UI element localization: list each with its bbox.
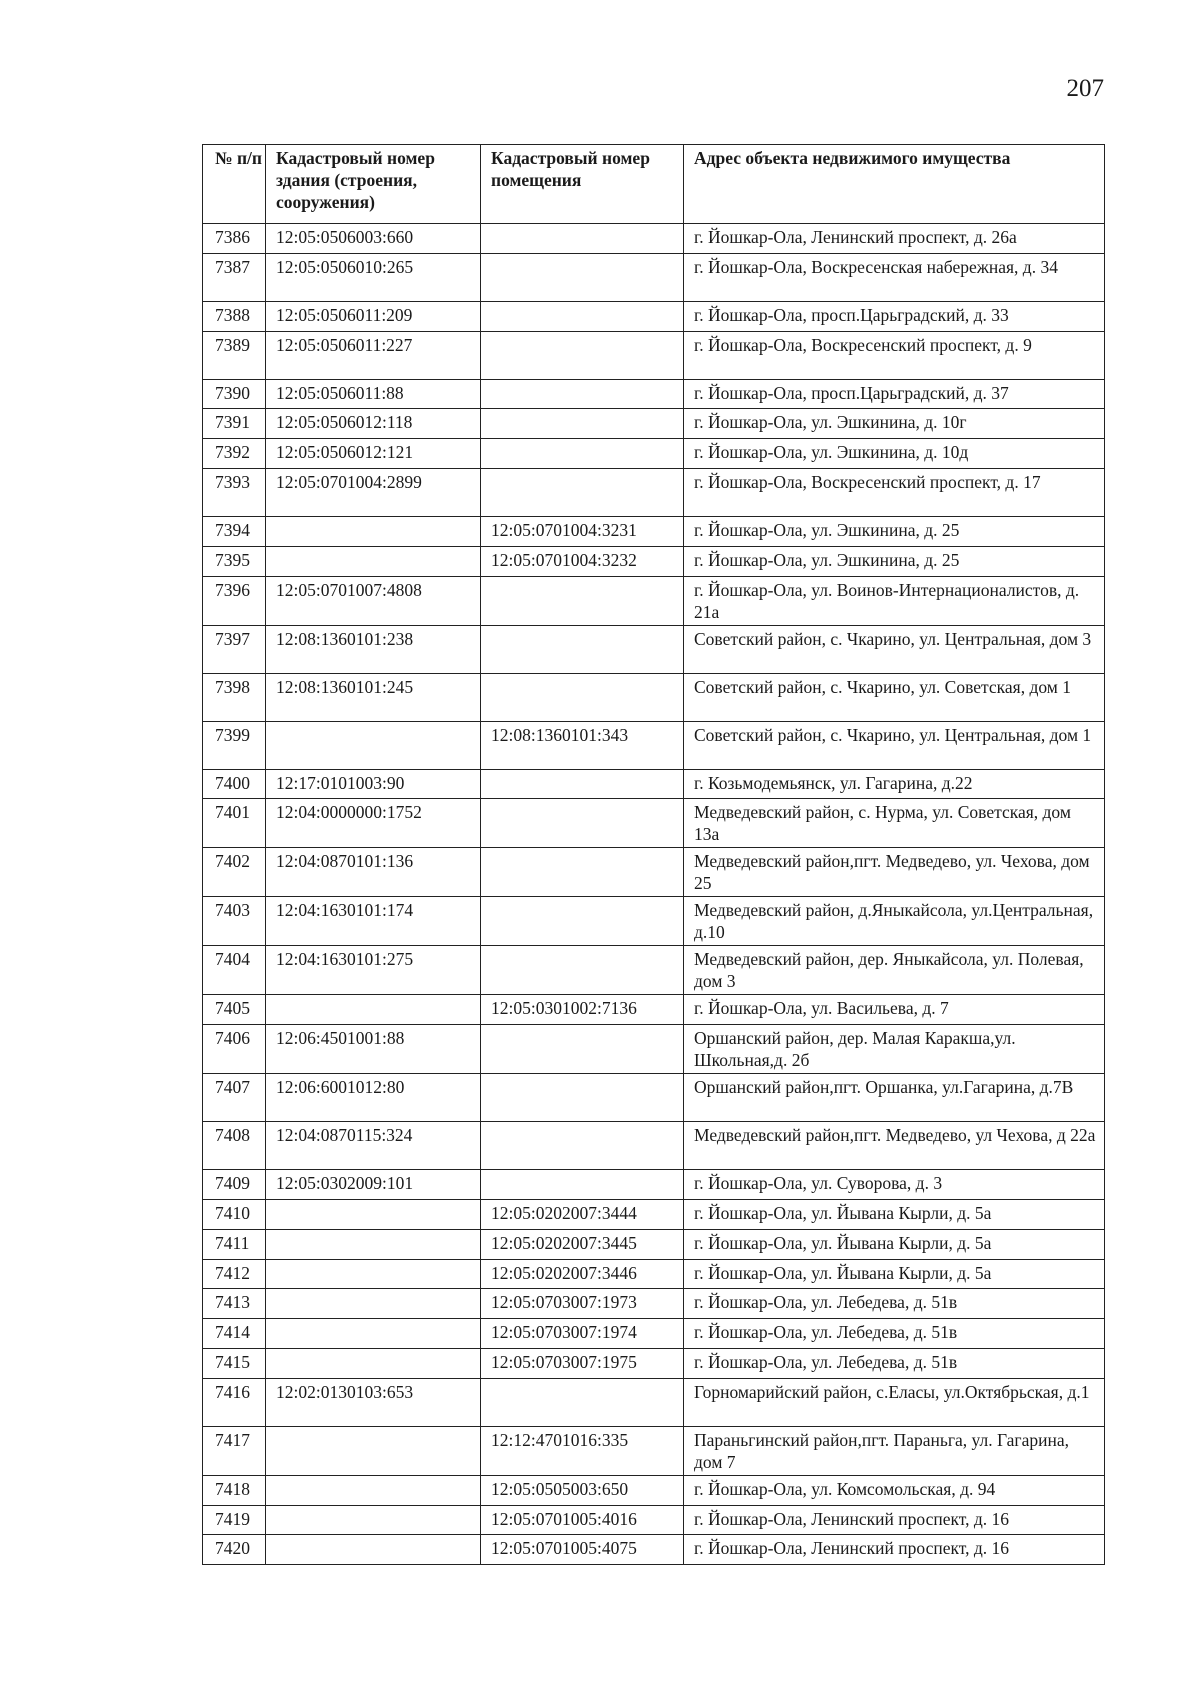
header-address: Адрес объекта недвижимого имущества [684,145,1105,224]
cell-address: г. Йошкар-Ола, ул. Васильева, д. 7 [684,995,1105,1025]
cell-address: г. Йошкар-Ола, Ленинский проспект, д. 26а [684,224,1105,254]
cell-building-cadastral-number [266,1229,481,1259]
cell-row-number: 7411 [203,1229,266,1259]
cell-row-number: 7403 [203,897,266,946]
cell-building-cadastral-number: 12:04:1630101:275 [266,946,481,995]
cell-address: Советский район, с. Чкарино, ул. Центральная, дом 1 [684,721,1105,769]
cell-row-number: 7390 [203,379,266,409]
cell-row-number: 7418 [203,1475,266,1505]
cell-building-cadastral-number [266,516,481,546]
cell-address: Медведевский район,пгт. Медведево, ул Чехова, д 22а [684,1122,1105,1170]
table-body [203,224,1105,1565]
cell-room-cadastral-number [481,1170,684,1200]
header-row-number: № п/п [203,145,266,224]
table-row [203,1229,1105,1259]
table-header-row [203,145,1105,224]
cell-row-number: 7412 [203,1259,266,1289]
cell-building-cadastral-number: 12:05:0701004:2899 [266,468,481,516]
cell-row-number: 7414 [203,1319,266,1349]
cell-address: Медведевский район, с. Нурма, ул. Советская, дом 13а [684,799,1105,848]
page-number: 207 [1066,75,1104,102]
cell-address: Параньгинский район,пгт. Параньга, ул. Гагарина, дом 7 [684,1426,1105,1475]
table-row [203,1319,1105,1349]
cell-address: г. Йошкар-Ола, Воскресенская набережная, д. 34 [684,253,1105,301]
cell-room-cadastral-number: 12:05:0301002:7136 [481,995,684,1025]
cell-address: Советский район, с. Чкарино, ул. Центральная, дом 3 [684,625,1105,673]
cell-building-cadastral-number: 12:04:0000000:1752 [266,799,481,848]
header-room-cadastral-number: Кадастровый номер помещения [481,145,684,224]
cell-row-number: 7397 [203,625,266,673]
cell-row-number: 7388 [203,301,266,331]
cell-room-cadastral-number [481,848,684,897]
cell-address: г. Йошкар-Ола, ул. Йывана Кырли, д. 5а [684,1199,1105,1229]
cell-row-number: 7398 [203,673,266,721]
cell-building-cadastral-number [266,1475,481,1505]
cell-room-cadastral-number [481,1025,684,1074]
cell-building-cadastral-number: 12:05:0506010:265 [266,253,481,301]
cell-row-number: 7409 [203,1170,266,1200]
cell-row-number: 7399 [203,721,266,769]
cell-room-cadastral-number [481,1074,684,1122]
cell-room-cadastral-number [481,673,684,721]
cell-row-number: 7389 [203,331,266,379]
cell-address: Советский район, с. Чкарино, ул. Советская, дом 1 [684,673,1105,721]
cell-row-number: 7419 [203,1505,266,1535]
cell-address: г. Йошкар-Ола, ул. Лебедева, д. 51в [684,1289,1105,1319]
cell-room-cadastral-number [481,946,684,995]
cell-address: г. Йошкар-Ола, Воскресенский проспект, д. 17 [684,468,1105,516]
cell-address: г. Йошкар-Ола, ул. Эшкинина, д. 25 [684,546,1105,576]
cell-building-cadastral-number [266,546,481,576]
cell-row-number: 7393 [203,468,266,516]
cell-room-cadastral-number: 12:05:0701004:3231 [481,516,684,546]
cell-address: г. Йошкар-Ола, ул. Эшкинина, д. 10д [684,439,1105,469]
property-registry-table [202,144,1105,1565]
cell-address: г. Йошкар-Ола, просп.Царьградский, д. 33 [684,301,1105,331]
cell-building-cadastral-number: 12:06:4501001:88 [266,1025,481,1074]
table-row [203,224,1105,254]
header-building-cadastral-number: Кадастровый номер здания (строения, сооружения) [266,145,481,224]
cell-address: Оршанский район, дер. Малая Каракша,ул. Школьная,д. 2б [684,1025,1105,1074]
cell-address: Медведевский район,пгт. Медведево, ул. Чехова, дом 25 [684,848,1105,897]
cell-building-cadastral-number: 12:04:0870101:136 [266,848,481,897]
cell-building-cadastral-number: 12:08:1360101:245 [266,673,481,721]
table-row [203,995,1105,1025]
cell-room-cadastral-number [481,468,684,516]
table-row [203,1535,1105,1565]
cell-room-cadastral-number: 12:12:4701016:335 [481,1426,684,1475]
cell-row-number: 7402 [203,848,266,897]
table-row [203,1289,1105,1319]
cell-building-cadastral-number [266,1426,481,1475]
cell-building-cadastral-number [266,1199,481,1229]
cell-address: Медведевский район, дер. Яныкайсола, ул. Полевая, дом 3 [684,946,1105,995]
cell-room-cadastral-number [481,224,684,254]
cell-room-cadastral-number: 12:08:1360101:343 [481,721,684,769]
cell-address: г. Йошкар-Ола, ул. Эшкинина, д. 25 [684,516,1105,546]
cell-address: Медведевский район, д.Яныкайсола, ул.Центральная, д.10 [684,897,1105,946]
table-row [203,799,1105,848]
table-row [203,1122,1105,1170]
cell-building-cadastral-number [266,721,481,769]
cell-building-cadastral-number [266,995,481,1025]
cell-building-cadastral-number: 12:05:0701007:4808 [266,576,481,625]
table-row [203,379,1105,409]
table-row [203,1199,1105,1229]
cell-room-cadastral-number [481,897,684,946]
cell-room-cadastral-number: 12:05:0703007:1973 [481,1289,684,1319]
cell-building-cadastral-number: 12:05:0506011:88 [266,379,481,409]
cell-building-cadastral-number: 12:17:0101003:90 [266,769,481,799]
cell-building-cadastral-number: 12:05:0506003:660 [266,224,481,254]
cell-room-cadastral-number: 12:05:0202007:3445 [481,1229,684,1259]
cell-room-cadastral-number [481,439,684,469]
cell-address: г. Йошкар-Ола, Ленинский проспект, д. 16 [684,1535,1105,1565]
table-row [203,576,1105,625]
cell-room-cadastral-number [481,409,684,439]
table-row [203,439,1105,469]
cell-row-number: 7387 [203,253,266,301]
cell-address: г. Йошкар-Ола, ул. Лебедева, д. 51в [684,1348,1105,1378]
table-row [203,1259,1105,1289]
cell-building-cadastral-number: 12:08:1360101:238 [266,625,481,673]
table-row [203,897,1105,946]
table-row [203,409,1105,439]
cell-building-cadastral-number [266,1289,481,1319]
cell-row-number: 7395 [203,546,266,576]
cell-building-cadastral-number: 12:05:0506012:118 [266,409,481,439]
cell-room-cadastral-number: 12:05:0202007:3444 [481,1199,684,1229]
cell-room-cadastral-number [481,1378,684,1426]
table-row [203,1475,1105,1505]
cell-room-cadastral-number [481,253,684,301]
cell-building-cadastral-number: 12:05:0506012:121 [266,439,481,469]
cell-room-cadastral-number: 12:05:0202007:3446 [481,1259,684,1289]
table-row [203,546,1105,576]
cell-row-number: 7392 [203,439,266,469]
table-row [203,721,1105,769]
cell-row-number: 7405 [203,995,266,1025]
table-row [203,331,1105,379]
cell-address: г. Йошкар-Ола, Ленинский проспект, д. 16 [684,1505,1105,1535]
table-row [203,1348,1105,1378]
table-row [203,1378,1105,1426]
cell-address: г. Йошкар-Ола, просп.Царьградский, д. 37 [684,379,1105,409]
cell-row-number: 7408 [203,1122,266,1170]
cell-building-cadastral-number: 12:04:1630101:174 [266,897,481,946]
cell-building-cadastral-number [266,1259,481,1289]
cell-building-cadastral-number [266,1535,481,1565]
cell-address: г. Йошкар-Ола, ул. Йывана Кырли, д. 5а [684,1259,1105,1289]
table-row [203,1426,1105,1475]
cell-room-cadastral-number: 12:05:0703007:1974 [481,1319,684,1349]
cell-room-cadastral-number: 12:05:0505003:650 [481,1475,684,1505]
cell-row-number: 7416 [203,1378,266,1426]
cell-row-number: 7406 [203,1025,266,1074]
cell-row-number: 7404 [203,946,266,995]
cell-row-number: 7415 [203,1348,266,1378]
table-row [203,769,1105,799]
cell-address: г. Йошкар-Ола, ул. Эшкинина, д. 10г [684,409,1105,439]
cell-building-cadastral-number: 12:02:0130103:653 [266,1378,481,1426]
cell-room-cadastral-number [481,301,684,331]
cell-building-cadastral-number [266,1319,481,1349]
cell-room-cadastral-number [481,379,684,409]
table-row [203,848,1105,897]
cell-room-cadastral-number [481,331,684,379]
table-row [203,1025,1105,1074]
cell-row-number: 7396 [203,576,266,625]
cell-room-cadastral-number [481,799,684,848]
cell-building-cadastral-number [266,1348,481,1378]
cell-room-cadastral-number [481,576,684,625]
cell-room-cadastral-number: 12:05:0701005:4075 [481,1535,684,1565]
table-row [203,468,1105,516]
cell-room-cadastral-number [481,1122,684,1170]
cell-row-number: 7391 [203,409,266,439]
table-row [203,1170,1105,1200]
table-row [203,673,1105,721]
cell-building-cadastral-number: 12:05:0302009:101 [266,1170,481,1200]
table-row [203,516,1105,546]
cell-address: г. Йошкар-Ола, ул. Комсомольская, д. 94 [684,1475,1105,1505]
cell-address: г. Козьмодемьянск, ул. Гагарина, д.22 [684,769,1105,799]
cell-address: г. Йошкар-Ола, ул. Воинов-Интернационалистов, д. 21а [684,576,1105,625]
cell-building-cadastral-number: 12:04:0870115:324 [266,1122,481,1170]
cell-row-number: 7394 [203,516,266,546]
cell-room-cadastral-number: 12:05:0703007:1975 [481,1348,684,1378]
table-row [203,625,1105,673]
cell-row-number: 7420 [203,1535,266,1565]
cell-row-number: 7417 [203,1426,266,1475]
cell-row-number: 7410 [203,1199,266,1229]
table-row [203,253,1105,301]
cell-address: г. Йошкар-Ола, ул. Лебедева, д. 51в [684,1319,1105,1349]
cell-row-number: 7400 [203,769,266,799]
cell-room-cadastral-number [481,625,684,673]
cell-room-cadastral-number: 12:05:0701005:4016 [481,1505,684,1535]
cell-room-cadastral-number: 12:05:0701004:3232 [481,546,684,576]
table-row [203,1074,1105,1122]
cell-building-cadastral-number [266,1505,481,1535]
cell-row-number: 7413 [203,1289,266,1319]
cell-building-cadastral-number: 12:05:0506011:227 [266,331,481,379]
cell-address: г. Йошкар-Ола, Воскресенский проспект, д. 9 [684,331,1105,379]
cell-building-cadastral-number: 12:05:0506011:209 [266,301,481,331]
cell-address: Оршанский район,пгт. Оршанка, ул.Гагарина, д.7В [684,1074,1105,1122]
cell-building-cadastral-number: 12:06:6001012:80 [266,1074,481,1122]
cell-address: г. Йошкар-Ола, ул. Йывана Кырли, д. 5а [684,1229,1105,1259]
cell-row-number: 7407 [203,1074,266,1122]
cell-address: г. Йошкар-Ола, ул. Суворова, д. 3 [684,1170,1105,1200]
table-row [203,301,1105,331]
table-row [203,1505,1105,1535]
cell-row-number: 7401 [203,799,266,848]
cell-row-number: 7386 [203,224,266,254]
cell-address: Горномарийский район, с.Еласы, ул.Октябрьская, д.1 [684,1378,1105,1426]
table-row [203,946,1105,995]
cell-room-cadastral-number [481,769,684,799]
